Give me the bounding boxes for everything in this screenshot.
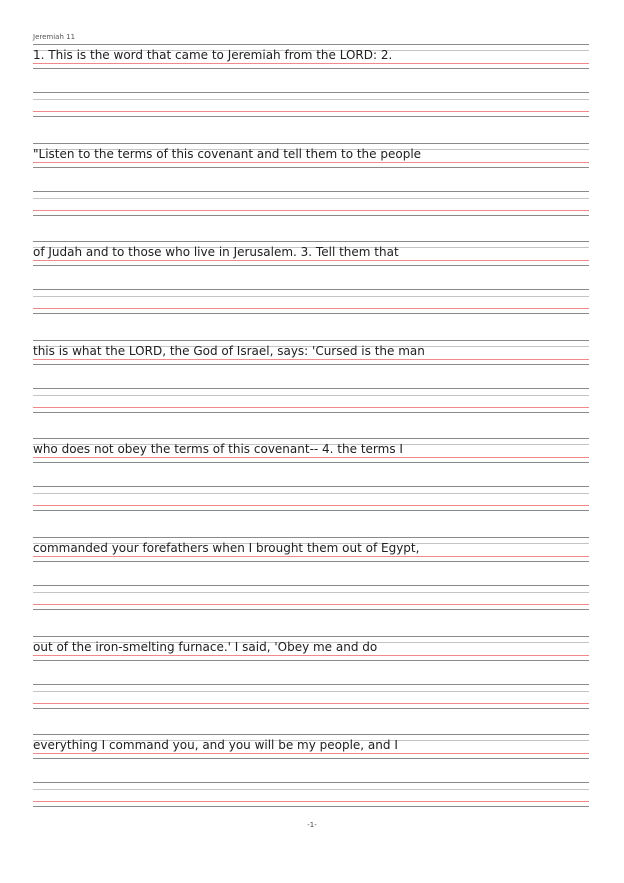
writing-block-7 bbox=[33, 636, 589, 734]
practice-line-6: commanded your forefathers when I brought them out of Egypt, bbox=[33, 541, 420, 555]
practice-line-1: 1. This is the word that came to Jeremiah from the LORD: 2. bbox=[33, 48, 393, 62]
writing-block-1 bbox=[33, 44, 589, 142]
writing-block-8 bbox=[33, 734, 589, 832]
page-header: Jeremiah 11 bbox=[33, 33, 76, 41]
practice-line-5: who does not obey the terms of this covenant-- 4. the terms I bbox=[33, 442, 403, 456]
practice-line-7: out of the iron-smelting furnace.' I said, 'Obey me and do bbox=[33, 640, 378, 654]
practice-line-4: this is what the LORD, the God of Israel, says: 'Cursed is the man bbox=[33, 344, 425, 358]
practice-line-3: of Judah and to those who live in Jerusalem. 3. Tell them that bbox=[33, 245, 399, 259]
writing-block-6 bbox=[33, 537, 589, 635]
practice-line-2: "Listen to the terms of this covenant and tell them to the people bbox=[33, 147, 422, 161]
practice-line-8: everything I command you, and you will be my people, and I bbox=[33, 738, 398, 752]
writing-block-4 bbox=[33, 340, 589, 438]
writing-block-2 bbox=[33, 143, 589, 241]
writing-block-3 bbox=[33, 241, 589, 339]
writing-block-5 bbox=[33, 438, 589, 536]
page-number: -1- bbox=[307, 821, 317, 829]
